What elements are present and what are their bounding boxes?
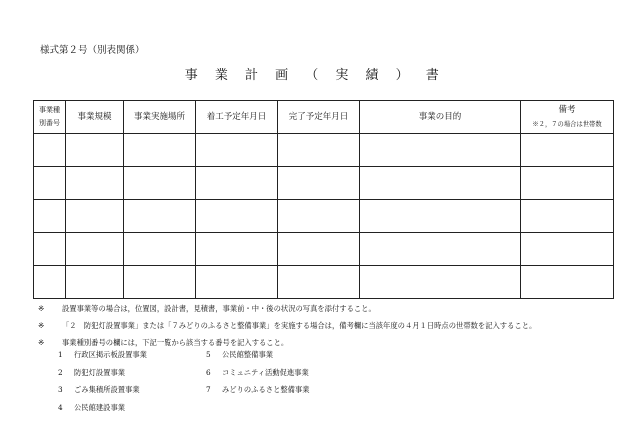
table-cell[interactable]	[360, 200, 521, 233]
table-cell[interactable]	[360, 266, 521, 299]
table-cell[interactable]	[278, 266, 360, 299]
project-type-list-left	[58, 346, 228, 416]
table-cell[interactable]	[196, 233, 278, 266]
table-cell[interactable]	[196, 167, 278, 200]
column-header-remarks	[521, 101, 614, 134]
table-cell[interactable]	[521, 134, 614, 167]
list-item-label: 防犯灯設置事業	[74, 367, 126, 377]
list-item	[206, 346, 376, 364]
note-item	[38, 317, 623, 334]
list-item-number: 2	[58, 367, 63, 377]
table-row	[34, 167, 614, 200]
table-cell[interactable]	[278, 167, 360, 200]
list-item	[58, 399, 228, 417]
note-text: 設置事業等の場合は，位置図，設計書，見積書，事業前・中・後の状況の写真を添付すること。	[62, 304, 376, 313]
list-item-number: 6	[206, 367, 211, 377]
list-item-label: 公民館建設事業	[74, 402, 126, 412]
table-row	[34, 266, 614, 299]
project-plan-table	[33, 100, 614, 299]
table-cell[interactable]	[360, 167, 521, 200]
table-cell[interactable]	[521, 200, 614, 233]
table-cell[interactable]	[360, 233, 521, 266]
table-cell[interactable]	[124, 266, 196, 299]
column-header-remarks-note: ※２，７の場合は世帯数	[532, 120, 602, 128]
column-header-purpose: 事業の目的	[360, 101, 521, 134]
table-cell[interactable]	[34, 134, 66, 167]
list-item-label: ごみ集積所設置事業	[74, 385, 140, 394]
list-item-label: 行政区掲示板設置事業	[74, 350, 147, 359]
list-item-number: 5	[206, 350, 211, 359]
list-item	[58, 364, 228, 382]
column-header-type-number	[34, 101, 66, 134]
list-item-label: コミュニティ活動促進事業	[222, 367, 309, 377]
table-cell[interactable]	[66, 200, 124, 233]
list-item	[58, 346, 228, 364]
note-item	[38, 300, 623, 317]
column-header-remarks-label: 備考	[558, 104, 576, 115]
table-cell[interactable]	[278, 233, 360, 266]
column-header-scale: 事業規模	[66, 101, 124, 134]
note-text: 事業種別番号の欄には，下記一覧から該当する番号を記入すること。	[62, 338, 289, 347]
table-cell[interactable]	[34, 200, 66, 233]
note-text: 「２ 防犯灯設置事業」または「７みどりのふるさと整備事業」を実施する場合は，備考欄に当該年度の４月１日時点の世帯数を記入すること。	[62, 321, 537, 330]
table-cell[interactable]	[124, 167, 196, 200]
table-cell[interactable]	[124, 134, 196, 167]
note-mark: ※	[38, 304, 45, 313]
list-item	[58, 381, 228, 399]
table-row	[34, 200, 614, 233]
note-mark: ※	[38, 338, 45, 347]
table-cell[interactable]	[66, 167, 124, 200]
list-item-number: 1	[58, 350, 63, 359]
page-title: 事 業 計 画 （ 実 績 ） 書	[184, 68, 446, 83]
list-item	[206, 364, 376, 382]
table-cell[interactable]	[521, 167, 614, 200]
table-cell[interactable]	[34, 266, 66, 299]
table-header-row	[34, 101, 614, 134]
table-cell[interactable]	[196, 134, 278, 167]
table-cell[interactable]	[66, 134, 124, 167]
note-mark: ※	[38, 321, 45, 330]
table-cell[interactable]	[124, 233, 196, 266]
table-cell[interactable]	[66, 266, 124, 299]
table-cell[interactable]	[278, 134, 360, 167]
table-cell[interactable]	[521, 233, 614, 266]
table-cell[interactable]	[360, 134, 521, 167]
table-cell[interactable]	[34, 233, 66, 266]
table-row	[34, 233, 614, 266]
column-header-type-number-line1: 事業種	[39, 106, 60, 114]
list-item	[206, 381, 376, 399]
column-header-location: 事業実施場所	[124, 101, 196, 134]
table-row	[34, 134, 614, 167]
column-header-start-date: 着工予定年月日	[196, 101, 278, 134]
column-header-end-date: 完了予定年月日	[278, 101, 360, 134]
list-item-number: 3	[58, 385, 63, 394]
form-number: 様式第２号（別表関係）	[40, 45, 145, 56]
column-header-type-number-line2: 別番号	[39, 119, 60, 127]
table-cell[interactable]	[521, 266, 614, 299]
list-item-label: みどりのふるさと整備事業	[222, 385, 310, 394]
list-item-number: 4	[58, 402, 63, 412]
table-cell[interactable]	[196, 266, 278, 299]
table-cell[interactable]	[278, 200, 360, 233]
table-cell[interactable]	[34, 167, 66, 200]
table-cell[interactable]	[66, 233, 124, 266]
list-item-number: 7	[206, 385, 211, 394]
notes	[38, 300, 623, 351]
table-cell[interactable]	[196, 200, 278, 233]
project-type-list-right	[206, 346, 376, 399]
list-item-label: 公民館整備事業	[222, 350, 274, 359]
table-cell[interactable]	[124, 200, 196, 233]
